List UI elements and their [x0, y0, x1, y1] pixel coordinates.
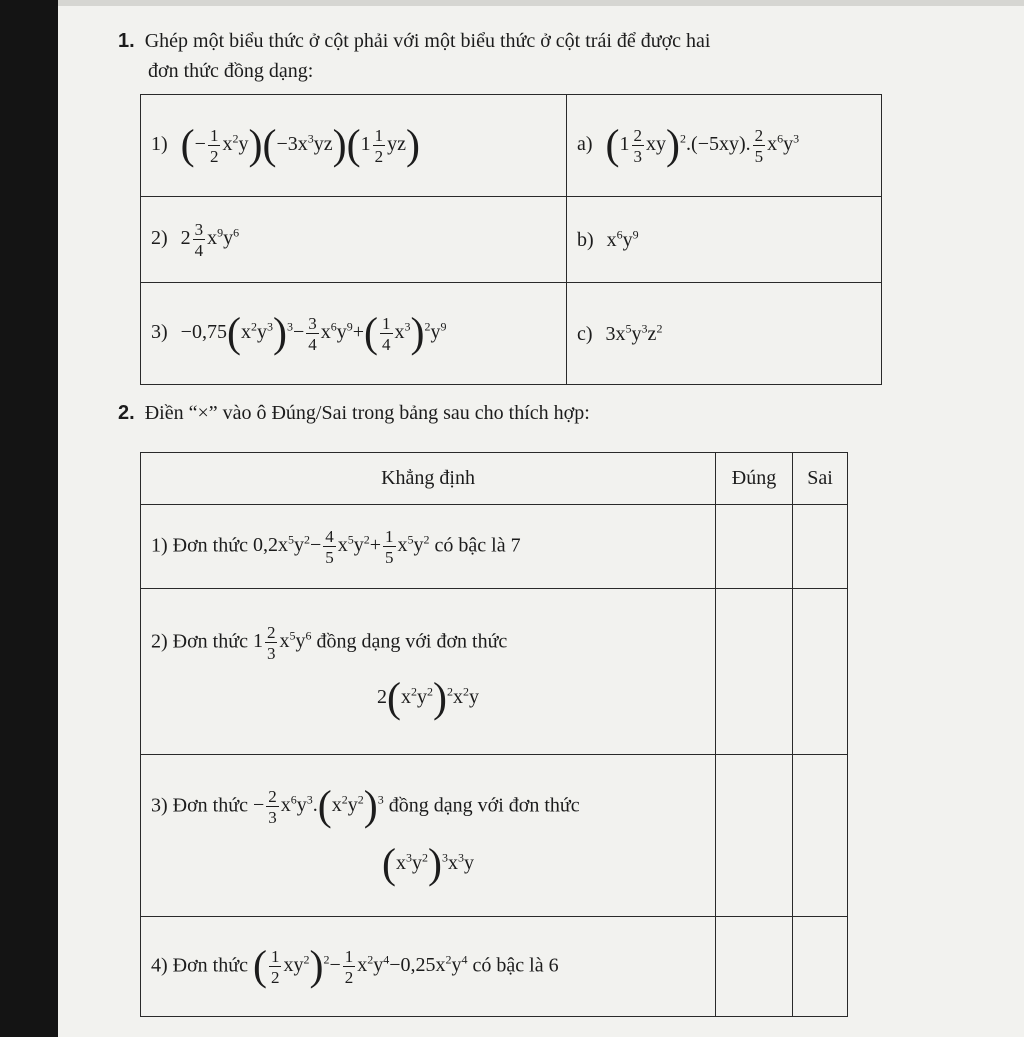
statement-3: 3) Đơn thức − $\frac{2}{3}$ $x^6y^3.(x^2y^2)^3$ đồng dạng với đơn thức $(x^3y^2)^3x^3y$	[141, 755, 716, 917]
top-edge	[58, 0, 1024, 6]
math-expression: $x^6y^9$	[606, 227, 639, 251]
math-expression: (1 $\frac{2}{3}$ xy)$^2$.(−5xy). $\frac{2}{5}$ $x^6y^3$	[605, 122, 800, 169]
math-expression: $-0,75(x^2y^3)^3-$ $\frac{3}{4}$ $x^6y^9+$( $\frac{1}{4}$ $x^3)^2y^9$	[180, 310, 447, 357]
checkbox-true-3[interactable]	[716, 755, 793, 917]
math-expression: $(x^3y^2)^3x^3y$	[382, 841, 475, 888]
right-expression-a: a) (1 $\frac{2}{3}$ xy)$^2$.(−5xy). $\frac{2}{5}$ $x^6y^3$	[567, 95, 882, 197]
table-header-row	[141, 453, 848, 505]
right-expression-c: c) $3x^5y^3z^2$	[567, 283, 882, 385]
table-row	[141, 589, 848, 755]
statement-4: 4) Đơn thức ( $\frac{1}{2}$ $xy^2)^2-$ $\frac{1}{2}$ $x^2y^4-0,25x^2y^4$ có bậc là 6	[141, 917, 716, 1017]
math-expression: 1 $\frac{2}{3}$ $x^5y^6$	[252, 622, 312, 663]
header-false: Sai	[793, 453, 848, 505]
table-row	[141, 755, 848, 917]
header-statement: Khẳng định	[141, 453, 716, 505]
statement-1: 1) Đơn thức $0,2x^5y^2-$ $\frac{4}{5}$ $x^5y^2+$ $\frac{1}{5}$ $x^5y^2$ có bậc là 7	[141, 505, 716, 589]
question-1-text-line1: Ghép một biểu thức ở cột phải với một biểu thức ở cột trái để được hai	[144, 30, 711, 52]
table-row	[141, 505, 848, 589]
question-1-number: 1.	[118, 30, 135, 52]
statement-2: 2) Đơn thức 1 $\frac{2}{3}$ $x^5y^6$ đồng dạng với đơn thức $2(x^2y^2)^2x^2y$	[141, 589, 716, 755]
left-expression-3: $3) -0,75(x^2y^3)^3-$ $\frac{3}{4}$ $x^6y^9+$( $\frac{1}{4}$ $x^3)^2y^9$	[141, 283, 567, 385]
math-expression: ( $\frac{1}{2}$ $xy^2)^2-$ $\frac{1}{2}$ $x^2y^4-0,25x^2y^4$	[252, 943, 468, 990]
table-row	[141, 197, 882, 283]
math-expression: 2 $\frac{3}{4}$ $x^9y^6$	[180, 219, 240, 260]
checkbox-true-4[interactable]	[716, 917, 793, 1017]
table-row	[141, 283, 882, 385]
checkbox-false-1[interactable]	[793, 505, 848, 589]
question-2-number: 2.	[118, 402, 135, 424]
right-expression-b: b) $x^6y^9$	[567, 197, 882, 283]
question-2	[118, 402, 590, 425]
worksheet-page	[58, 0, 1024, 1037]
checkbox-false-2[interactable]	[793, 589, 848, 755]
checkbox-true-2[interactable]	[716, 589, 793, 755]
question-1	[118, 30, 711, 53]
question-1-text-line2: đơn thức đồng dạng:	[148, 60, 314, 82]
math-expression: $0,2x^5y^2-$ $\frac{4}{5}$ $x^5y^2+$ $\frac{1}{5}$ $x^5y^2$	[252, 526, 430, 567]
checkbox-false-4[interactable]	[793, 917, 848, 1017]
math-expression: $3x^5y^3z^2$	[605, 321, 663, 345]
math-expression: − $\frac{2}{3}$ $x^6y^3.(x^2y^2)^3$	[252, 783, 384, 830]
math-expression: $2(x^2y^2)^2x^2y$	[377, 675, 480, 722]
matching-table	[140, 94, 882, 385]
math-expression: (− $\frac{1}{2}$ $x^2y)(-3x^3yz)(1$ $\frac{1}{2}$ yz)	[180, 122, 421, 169]
checkbox-true-1[interactable]	[716, 505, 793, 589]
table-row	[141, 917, 848, 1017]
left-expression-1: 1) (− $\frac{1}{2}$ $x^2y)(-3x^3yz)(1$ $\frac{1}{2}$ yz)	[141, 95, 567, 197]
left-expression-2: 2) 2 $\frac{3}{4}$ $x^9y^6$	[141, 197, 567, 283]
table-row	[141, 95, 882, 197]
header-true: Đúng	[716, 453, 793, 505]
true-false-table	[140, 452, 848, 1017]
question-2-text: Điền “×” vào ô Đúng/Sai trong bảng sau cho thích hợp:	[144, 402, 590, 424]
checkbox-false-3[interactable]	[793, 755, 848, 917]
